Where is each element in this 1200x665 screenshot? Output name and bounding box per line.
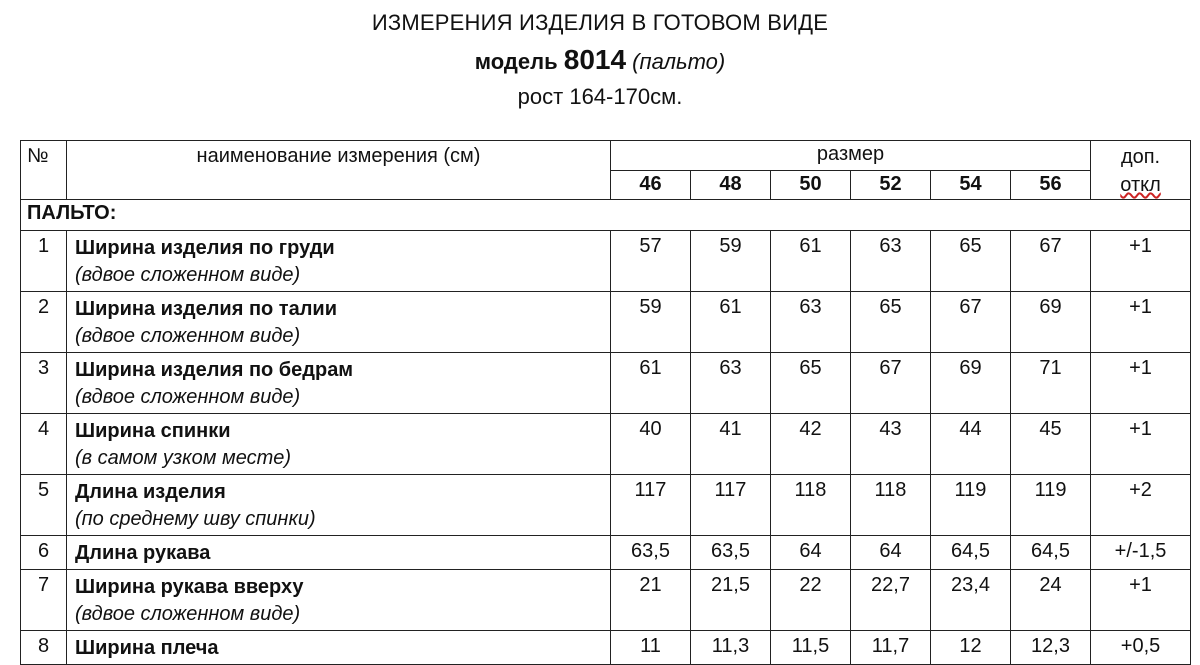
table-row — [21, 475, 1191, 536]
document-title: ИЗМЕРЕНИЯ ИЗДЕЛИЯ В ГОТОВОМ ВИДЕ — [371, 10, 829, 35]
size-value: 44 — [931, 414, 1011, 475]
size-value: 64 — [771, 536, 851, 570]
model-line — [0, 44, 1200, 76]
size-value: 41 — [691, 414, 771, 475]
size-value: 12,3 — [1011, 631, 1091, 665]
tolerance-value: +1 — [1091, 414, 1191, 475]
size-value: 63 — [771, 292, 851, 353]
size-header: 56 — [1011, 170, 1091, 200]
table-row — [21, 292, 1191, 353]
measurement-name-cell — [67, 475, 611, 536]
size-header: 48 — [691, 170, 771, 200]
tolerance-value: +1 — [1091, 292, 1191, 353]
section-title: ПАЛЬТО: — [21, 200, 1191, 231]
measurement-name-cell — [67, 570, 611, 631]
row-number: 4 — [21, 414, 67, 475]
size-value: 57 — [611, 231, 691, 292]
measurement-note: (по среднему шву спинки) — [75, 508, 316, 530]
size-header: 50 — [771, 170, 851, 200]
tolerance-value: +1 — [1091, 353, 1191, 414]
size-value: 21,5 — [691, 570, 771, 631]
size-value: 11,7 — [851, 631, 931, 665]
size-value: 61 — [611, 353, 691, 414]
size-value: 118 — [771, 475, 851, 536]
size-value: 69 — [931, 353, 1011, 414]
row-number: 5 — [21, 475, 67, 536]
size-value: 22 — [771, 570, 851, 631]
table-row — [21, 231, 1191, 292]
size-header: 46 — [611, 170, 691, 200]
tolerance-value: +1 — [1091, 570, 1191, 631]
garment-type: (пальто) — [632, 49, 726, 74]
row-number: 8 — [21, 631, 67, 665]
size-value: 23,4 — [931, 570, 1011, 631]
size-value: 63,5 — [611, 536, 691, 570]
tolerance-value: +2 — [1091, 475, 1191, 536]
measurement-note: (в самом узком месте) — [75, 447, 292, 469]
size-value: 12 — [931, 631, 1011, 665]
size-value: 65 — [851, 292, 931, 353]
table-row — [21, 536, 1191, 570]
row-number: 7 — [21, 570, 67, 631]
measurement-name-cell — [67, 292, 611, 353]
size-value: 63 — [691, 353, 771, 414]
size-value: 59 — [611, 292, 691, 353]
size-value: 40 — [611, 414, 691, 475]
size-value: 21 — [611, 570, 691, 631]
tolerance-value: +0,5 — [1091, 631, 1191, 665]
size-value: 63,5 — [691, 536, 771, 570]
row-number: 2 — [21, 292, 67, 353]
size-value: 67 — [851, 353, 931, 414]
column-header-number: № — [21, 141, 67, 200]
height-range: рост 164-170см. — [517, 84, 683, 109]
size-value: 65 — [931, 231, 1011, 292]
size-value: 24 — [1011, 570, 1091, 631]
measurement-name-cell — [67, 631, 611, 665]
measurement-name-cell — [67, 353, 611, 414]
size-value: 119 — [931, 475, 1011, 536]
measurement-name: Длина рукава — [75, 542, 211, 564]
measurement-name: Ширина изделия по бедрам — [75, 359, 354, 381]
size-value: 64,5 — [931, 536, 1011, 570]
size-value: 61 — [691, 292, 771, 353]
row-number: 3 — [21, 353, 67, 414]
column-header-name: наименование измерения (см) — [67, 141, 611, 200]
model-label: модель — [474, 49, 558, 74]
size-value: 118 — [851, 475, 931, 536]
table-row — [21, 570, 1191, 631]
tolerance-value: +1 — [1091, 231, 1191, 292]
size-value: 11,5 — [771, 631, 851, 665]
size-value: 61 — [771, 231, 851, 292]
column-header-size: размер — [611, 141, 1091, 171]
measurement-name: Ширина изделия по талии — [75, 298, 338, 320]
table-row — [21, 631, 1191, 665]
table-row — [21, 353, 1191, 414]
column-header-tolerance — [1091, 141, 1191, 200]
measurement-note: (вдвое сложенном виде) — [75, 325, 301, 347]
size-value: 64 — [851, 536, 931, 570]
section-row — [21, 200, 1191, 231]
row-number: 1 — [21, 231, 67, 292]
size-header: 52 — [851, 170, 931, 200]
size-value: 59 — [691, 231, 771, 292]
size-value: 64,5 — [1011, 536, 1091, 570]
model-number: 8014 — [563, 44, 627, 75]
size-value: 117 — [611, 475, 691, 536]
measurement-name-cell — [67, 414, 611, 475]
size-value: 71 — [1011, 353, 1091, 414]
size-value: 67 — [1011, 231, 1091, 292]
measurement-note: (вдвое сложенном виде) — [75, 603, 301, 625]
measurement-name: Ширина изделия по груди — [75, 237, 335, 259]
size-header: 54 — [931, 170, 1011, 200]
measurement-name: Ширина плеча — [75, 637, 219, 659]
size-value: 69 — [1011, 292, 1091, 353]
size-value: 45 — [1011, 414, 1091, 475]
table-row — [21, 414, 1191, 475]
measurement-name-cell — [67, 231, 611, 292]
tolerance-value: +/-1,5 — [1091, 536, 1191, 570]
measurement-note: (вдвое сложенном виде) — [75, 264, 301, 286]
tolerance-label-line2: откл — [1120, 174, 1161, 196]
measurement-name: Ширина рукава вверху — [75, 576, 304, 598]
measurement-table — [20, 140, 1191, 665]
size-value: 63 — [851, 231, 931, 292]
measurement-name-cell — [67, 536, 611, 570]
size-value: 119 — [1011, 475, 1091, 536]
tolerance-label-line1: доп. — [1120, 146, 1161, 168]
size-value: 22,7 — [851, 570, 931, 631]
size-value: 67 — [931, 292, 1011, 353]
size-value: 11,3 — [691, 631, 771, 665]
size-value: 43 — [851, 414, 931, 475]
size-value: 42 — [771, 414, 851, 475]
size-value: 11 — [611, 631, 691, 665]
size-value: 65 — [771, 353, 851, 414]
measurement-name: Ширина спинки — [75, 420, 231, 442]
measurement-name: Длина изделия — [75, 481, 226, 503]
row-number: 6 — [21, 536, 67, 570]
table-header-row — [21, 141, 1191, 171]
measurement-note: (вдвое сложенном виде) — [75, 386, 301, 408]
size-value: 117 — [691, 475, 771, 536]
